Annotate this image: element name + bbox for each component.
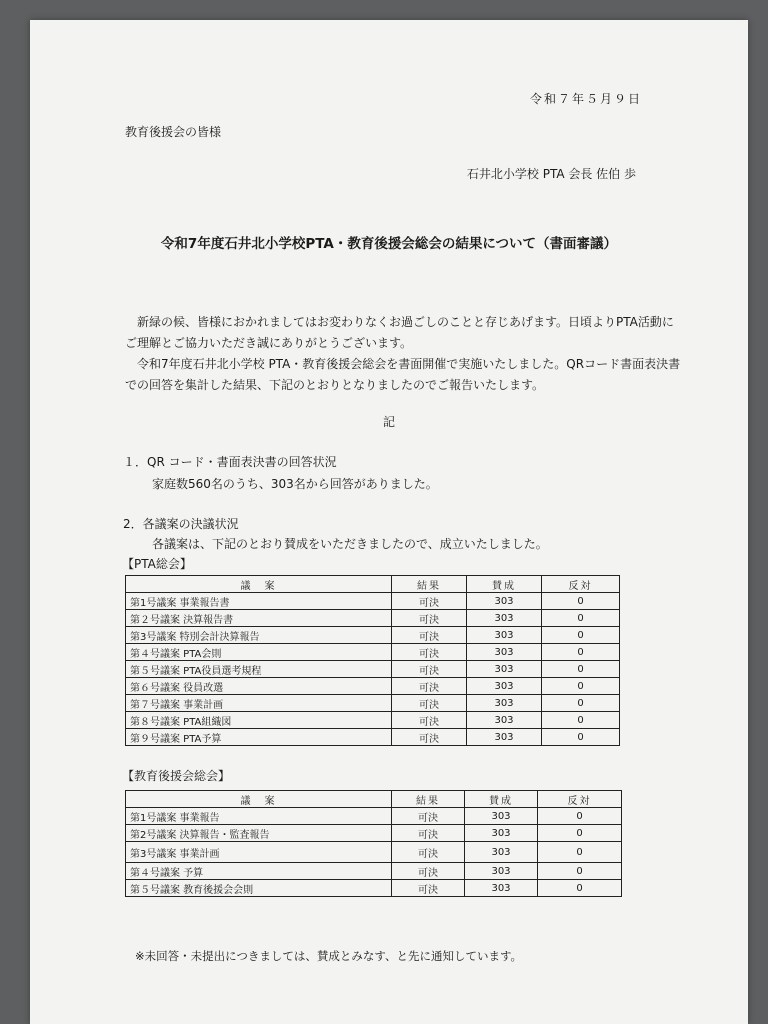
table-row bbox=[126, 610, 620, 627]
cell-result: 可決 bbox=[392, 729, 467, 746]
header-item: 議 案 bbox=[126, 576, 392, 593]
cell-item: 第3号議案 事業計画 bbox=[126, 842, 392, 863]
cell-no: 0 bbox=[542, 695, 620, 712]
cell-result: 可決 bbox=[392, 610, 467, 627]
cell-item: 第６号議案 役員改選 bbox=[126, 678, 392, 695]
table-row bbox=[126, 712, 620, 729]
ki-heading: 記 bbox=[382, 415, 395, 429]
document-date: 令和７年５月９日 bbox=[529, 92, 642, 106]
header-result: 結果 bbox=[392, 576, 467, 593]
cell-yes: 303 bbox=[467, 695, 542, 712]
cell-yes: 303 bbox=[467, 627, 542, 644]
section2-heading: 2．各議案の決議状況 bbox=[123, 517, 239, 531]
cell-result: 可決 bbox=[392, 863, 465, 880]
cell-item: 第５号議案 PTA役員選考規程 bbox=[126, 661, 392, 678]
cell-result: 可決 bbox=[392, 712, 467, 729]
table-row bbox=[126, 825, 622, 842]
cell-item: 第７号議案 事業計画 bbox=[126, 695, 392, 712]
cell-no: 0 bbox=[542, 729, 620, 746]
cell-item: 第3号議案 特別会計決算報告 bbox=[126, 627, 392, 644]
header-yes: 賛成 bbox=[465, 791, 538, 808]
cell-result: 可決 bbox=[392, 661, 467, 678]
cell-yes: 303 bbox=[467, 712, 542, 729]
cell-result: 可決 bbox=[392, 695, 467, 712]
kouenkai-table-label: 【教育後援会総会】 bbox=[122, 769, 231, 783]
cell-item: 第1号議案 事業報告書 bbox=[126, 593, 392, 610]
table-row bbox=[126, 863, 622, 880]
cell-no: 0 bbox=[542, 661, 620, 678]
cell-result: 可決 bbox=[392, 825, 465, 842]
cell-yes: 303 bbox=[467, 610, 542, 627]
cell-item: 第1号議案 事業報告 bbox=[126, 808, 392, 825]
sender: 石井北小学校 PTA 会長 佐伯 歩 bbox=[466, 167, 636, 181]
table-row bbox=[126, 644, 620, 661]
section2-body: 各議案は、下記のとおり賛成をいただきましたので、成立いたしました。 bbox=[152, 537, 548, 551]
cell-item: 第８号議案 PTA組織図 bbox=[126, 712, 392, 729]
cell-no: 0 bbox=[542, 712, 620, 729]
cell-no: 0 bbox=[538, 808, 622, 825]
cell-no: 0 bbox=[542, 678, 620, 695]
cell-result: 可決 bbox=[392, 808, 465, 825]
cell-item: 第４号議案 予算 bbox=[126, 863, 392, 880]
cell-item: 第２号議案 決算報告書 bbox=[126, 610, 392, 627]
table-row bbox=[126, 661, 620, 678]
paragraph-2: 令和7年度石井北小学校 PTA・教育後援会総会を書面開催で実施いたしました。QRコード書面表決書での回答を集計した結果、下記のとおりとなりましたのでご報告いたします。 bbox=[125, 357, 681, 392]
cell-item: 第５号議案 教育後援会会則 bbox=[126, 880, 392, 897]
table-row bbox=[126, 842, 622, 863]
cell-yes: 303 bbox=[465, 863, 538, 880]
cell-yes: 303 bbox=[465, 880, 538, 897]
cell-yes: 303 bbox=[467, 678, 542, 695]
cell-no: 0 bbox=[542, 627, 620, 644]
header-item: 議 案 bbox=[126, 791, 392, 808]
cell-yes: 303 bbox=[467, 644, 542, 661]
addressee: 教育後援会の皆様 bbox=[125, 125, 222, 139]
header-yes: 賛成 bbox=[467, 576, 542, 593]
cell-no: 0 bbox=[538, 880, 622, 897]
greeting-paragraphs bbox=[125, 312, 685, 396]
table-row bbox=[126, 808, 622, 825]
cell-yes: 303 bbox=[467, 729, 542, 746]
table-row bbox=[126, 880, 622, 897]
kouenkai-results-table bbox=[125, 790, 622, 897]
table-row bbox=[126, 729, 620, 746]
cell-result: 可決 bbox=[392, 880, 465, 897]
paragraph-1: 新緑の候、皆様におかれましてはお変わりなくお過ごしのことと存じあげます。日頃よりPTA活動にご理解とご協力いただき誠にありがとうございます。 bbox=[125, 315, 674, 350]
cell-result: 可決 bbox=[392, 678, 467, 695]
cell-yes: 303 bbox=[465, 825, 538, 842]
document-page bbox=[30, 20, 748, 1024]
cell-item: 第９号議案 PTA予算 bbox=[126, 729, 392, 746]
cell-yes: 303 bbox=[465, 808, 538, 825]
header-no: 反対 bbox=[538, 791, 622, 808]
cell-no: 0 bbox=[538, 825, 622, 842]
table-row bbox=[126, 678, 620, 695]
pta-table-label: 【PTA総会】 bbox=[122, 557, 192, 571]
cell-no: 0 bbox=[538, 863, 622, 880]
cell-no: 0 bbox=[542, 644, 620, 661]
table-row bbox=[126, 593, 620, 610]
cell-yes: 303 bbox=[467, 661, 542, 678]
cell-result: 可決 bbox=[392, 593, 467, 610]
footnote: ※未回答・未提出につきましては、賛成とみなす、と先に通知しています。 bbox=[135, 949, 523, 963]
cell-result: 可決 bbox=[392, 644, 467, 661]
cell-yes: 303 bbox=[465, 842, 538, 863]
cell-item: 第2号議案 決算報告・監査報告 bbox=[126, 825, 392, 842]
header-no: 反対 bbox=[542, 576, 620, 593]
pta-results-table bbox=[125, 575, 620, 746]
table-header-row bbox=[126, 791, 622, 808]
table-row bbox=[126, 627, 620, 644]
cell-result: 可決 bbox=[392, 842, 465, 863]
cell-yes: 303 bbox=[467, 593, 542, 610]
header-result: 結果 bbox=[392, 791, 465, 808]
cell-no: 0 bbox=[538, 842, 622, 863]
cell-result: 可決 bbox=[392, 627, 467, 644]
table-row bbox=[126, 695, 620, 712]
cell-no: 0 bbox=[542, 593, 620, 610]
section1-heading: １．QR コード・書面表決書の回答状況 bbox=[123, 455, 337, 469]
document-title: 令和7年度石井北小学校PTA・教育後援会総会の結果について（書面審議） bbox=[160, 236, 618, 252]
table-header-row bbox=[126, 576, 620, 593]
section1-body: 家庭数560名のうち、303名から回答がありました。 bbox=[152, 477, 438, 491]
cell-item: 第４号議案 PTA会則 bbox=[126, 644, 392, 661]
cell-no: 0 bbox=[542, 610, 620, 627]
